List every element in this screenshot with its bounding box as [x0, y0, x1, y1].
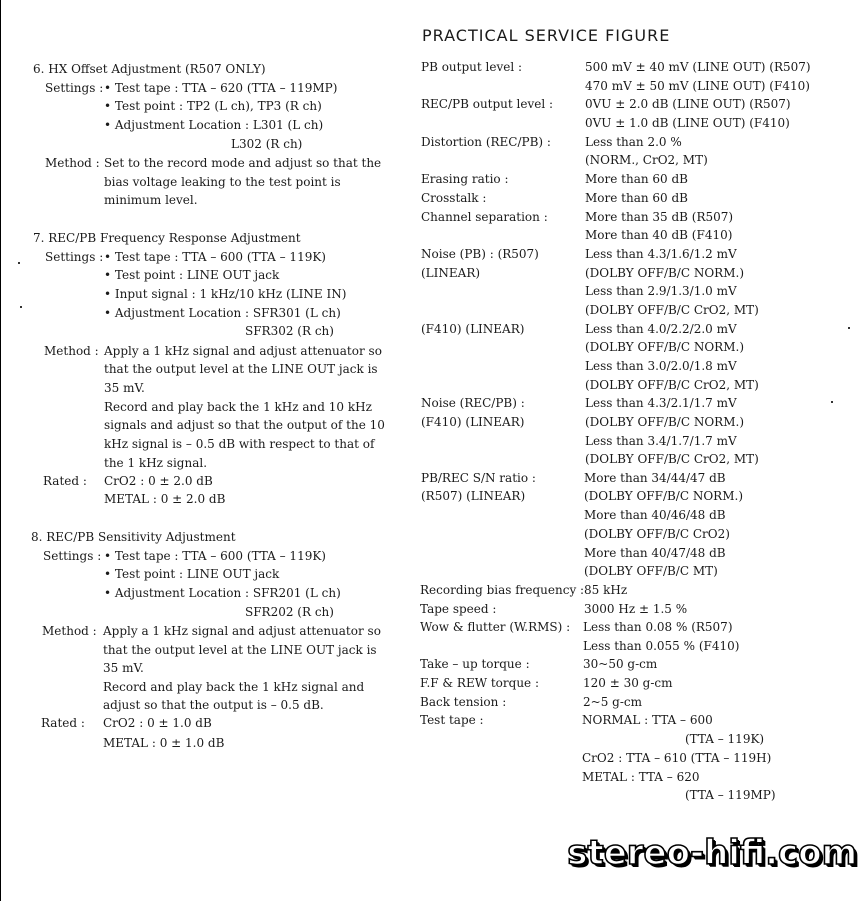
spec-value: (NORM., CrO2, MT) [585, 153, 708, 167]
spec-value: (DOLBY OFF/B/C CrO2) [584, 527, 730, 541]
spec-value: (DOLBY OFF/B/C MT) [584, 564, 718, 578]
method-line: Apply a 1 kHz signal and adjust attenuator so [103, 624, 381, 638]
spec-value: More than 60 dB [585, 191, 688, 205]
method-line: Apply a 1 kHz signal and adjust attenuator so [104, 344, 382, 358]
spec-value: Less than 4.3/2.1/1.7 mV [585, 396, 737, 410]
spec-value: Less than 0.08 % (R507) [583, 620, 733, 634]
method-line: that the output level at the LINE OUT jack is [104, 362, 378, 376]
spec-label: Noise (REC/PB) : [421, 396, 525, 410]
spec-value: 500 mV ± 40 mV (LINE OUT) (R507) [585, 60, 811, 74]
section-heading: 7. REC/PB Frequency Response Adjustment [33, 231, 301, 245]
section-heading: 6. HX Offset Adjustment (R507 ONLY) [33, 62, 266, 76]
spec-label: Tape speed : [420, 602, 497, 616]
spec-value: 120 ± 30 g-cm [583, 676, 673, 690]
spec-value: More than 60 dB [585, 172, 688, 186]
method-line: signals and adjust so that the output of the 10 [104, 418, 385, 432]
spec-value: Less than 4.0/2.2/2.0 mV [585, 322, 737, 336]
spec-label: Channel separation : [421, 210, 548, 224]
page-title: PRACTICAL SERVICE FIGURE [422, 26, 671, 45]
spec-value: 30~50 g-cm [583, 657, 658, 671]
scan-speck [848, 327, 850, 329]
spec-label: Recording bias frequency : [420, 583, 585, 597]
spec-value: More than 35 dB (R507) [585, 210, 734, 224]
method-line: minimum level. [104, 193, 198, 207]
spec-label: Noise (PB) : (R507) [421, 247, 539, 261]
settings-label: Settings : [45, 250, 104, 264]
method-line: the 1 kHz signal. [104, 456, 208, 470]
spec-label: Distortion (REC/PB) : [421, 135, 551, 149]
spec-label: Erasing ratio : [421, 172, 509, 186]
spec-value: METAL : TTA – 620 [582, 770, 700, 784]
settings-label: Settings : [43, 549, 102, 563]
method-line: 35 mV. [103, 661, 144, 675]
method-line: bias voltage leaking to the test point is [104, 175, 341, 189]
method-line: Record and play back the 1 kHz and 10 kHz [104, 400, 372, 414]
spec-value: (TTA – 119K) [685, 732, 765, 746]
setting-line: • Adjustment Location : L301 (L ch) [104, 118, 324, 132]
spec-value: Less than 0.055 % (F410) [583, 639, 740, 653]
rated-line: CrO2 : 0 ± 1.0 dB [103, 716, 212, 730]
spec-value: More than 40 dB (F410) [585, 228, 733, 242]
spec-value: (DOLBY OFF/B/C NORM.) [585, 415, 744, 429]
setting-line: L302 (R ch) [231, 137, 303, 151]
setting-line: SFR302 (R ch) [245, 324, 334, 338]
method-label: Method : [42, 624, 97, 638]
method-line: adjust so that the output is – 0.5 dB. [103, 698, 324, 712]
method-label: Method : [45, 156, 100, 170]
scan-speck [20, 306, 22, 308]
page-border [0, 0, 1, 901]
spec-value: More than 40/46/48 dB [584, 508, 726, 522]
spec-value: 3000 Hz ± 1.5 % [584, 602, 688, 616]
spec-label: (F410) (LINEAR) [421, 322, 525, 336]
method-line: Record and play back the 1 kHz signal and [103, 680, 365, 694]
spec-value: Less than 3.0/2.0/1.8 mV [585, 359, 737, 373]
setting-line: • Test point : LINE OUT jack [104, 268, 280, 282]
spec-value: 0VU ± 2.0 dB (LINE OUT) (R507) [585, 97, 791, 111]
spec-value: 2~5 g-cm [583, 695, 642, 709]
spec-value: More than 34/44/47 dB [584, 471, 726, 485]
rated-line: METAL : 0 ± 2.0 dB [104, 492, 226, 506]
rated-line: CrO2 : 0 ± 2.0 dB [104, 474, 213, 488]
spec-value: 470 mV ± 50 mV (LINE OUT) (F410) [585, 79, 810, 93]
settings-label: Settings : [45, 81, 104, 95]
spec-label: Wow & flutter (W.RMS) : [420, 620, 571, 634]
spec-label: Crosstalk : [421, 191, 487, 205]
spec-value: 85 kHz [584, 583, 628, 597]
spec-label: (R507) (LINEAR) [421, 489, 526, 503]
spec-label: Take – up torque : [420, 657, 530, 671]
spec-value: Less than 2.0 % [585, 135, 682, 149]
spec-label: PB/REC S/N ratio : [421, 471, 536, 485]
spec-value: (DOLBY OFF/B/C CrO2, MT) [585, 378, 759, 392]
spec-label: REC/PB output level : [421, 97, 554, 111]
spec-label: (LINEAR) [421, 266, 481, 280]
setting-line: • Test tape : TTA – 600 (TTA – 119K) [104, 549, 326, 563]
spec-value: NORMAL : TTA – 600 [582, 713, 713, 727]
spec-label: (F410) (LINEAR) [421, 415, 525, 429]
method-line: Set to the record mode and adjust so that the [104, 156, 382, 170]
rated-line: METAL : 0 ± 1.0 dB [103, 736, 225, 750]
spec-value: (DOLBY OFF/B/C NORM.) [585, 266, 744, 280]
method-line: 35 mV. [104, 381, 145, 395]
rated-label: Rated : [41, 716, 85, 730]
scan-speck [18, 262, 20, 264]
setting-line: • Test tape : TTA – 620 (TTA – 119MP) [104, 81, 338, 95]
spec-label: F.F & REW torque : [420, 676, 540, 690]
spec-label: Back tension : [420, 695, 507, 709]
spec-value: Less than 2.9/1.3/1.0 mV [585, 284, 737, 298]
method-label: Method : [44, 344, 99, 358]
spec-value: CrO2 : TTA – 610 (TTA – 119H) [582, 751, 772, 765]
section-heading: 8. REC/PB Sensitivity Adjustment [31, 530, 236, 544]
spec-value: (TTA – 119MP) [685, 788, 776, 802]
spec-value: 0VU ± 1.0 dB (LINE OUT) (F410) [585, 116, 790, 130]
spec-value: More than 40/47/48 dB [584, 546, 726, 560]
setting-line: • Adjustment Location : SFR301 (L ch) [104, 306, 341, 320]
setting-line: • Test tape : TTA – 600 (TTA – 119K) [104, 250, 326, 264]
spec-value: Less than 3.4/1.7/1.7 mV [585, 434, 737, 448]
spec-value: Less than 4.3/1.6/1.2 mV [585, 247, 737, 261]
rated-label: Rated : [43, 474, 87, 488]
scan-speck [831, 401, 833, 403]
setting-line: SFR202 (R ch) [245, 605, 334, 619]
spec-value: (DOLBY OFF/B/C CrO2, MT) [585, 452, 759, 466]
spec-label: PB output level : [421, 60, 523, 74]
setting-line: • Input signal : 1 kHz/10 kHz (LINE IN) [104, 287, 347, 301]
watermark-logo: stereo-hifi.com [567, 833, 857, 873]
spec-value: (DOLBY OFF/B/C NORM.) [584, 489, 743, 503]
method-line: that the output level at the LINE OUT jack is [103, 643, 377, 657]
spec-value: (DOLBY OFF/B/C NORM.) [585, 340, 744, 354]
spec-label: Test tape : [420, 713, 484, 727]
spec-value: (DOLBY OFF/B/C CrO2, MT) [585, 303, 759, 317]
setting-line: • Adjustment Location : SFR201 (L ch) [104, 586, 341, 600]
setting-line: • Test point : TP2 (L ch), TP3 (R ch) [104, 99, 322, 113]
method-line: kHz signal is – 0.5 dB with respect to that of [104, 437, 375, 451]
setting-line: • Test point : LINE OUT jack [104, 567, 280, 581]
